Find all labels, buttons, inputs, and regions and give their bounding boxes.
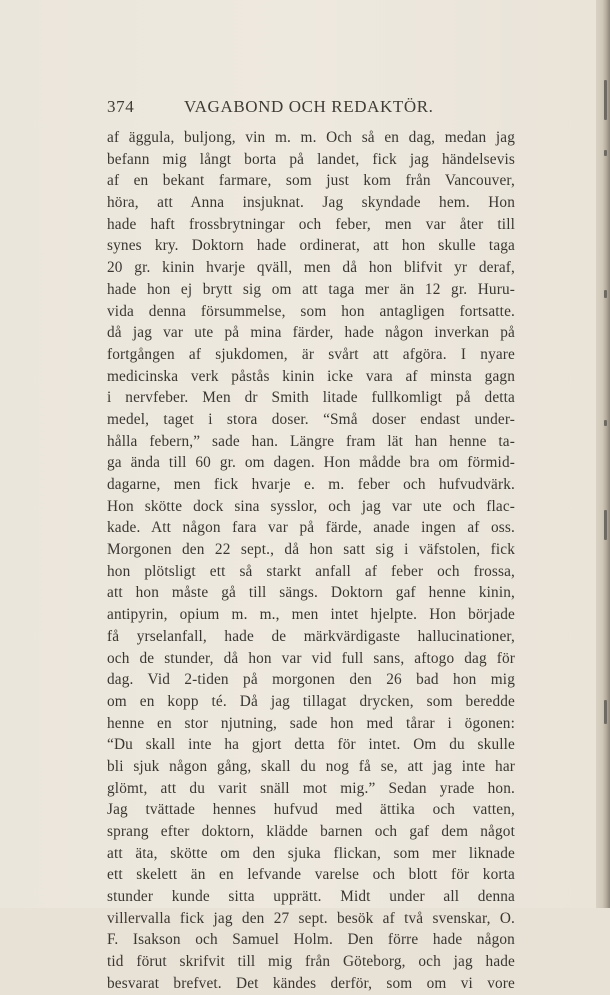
text-line: att äta, skötte om den sjuka flickan, som mer liknade [107,844,515,862]
text-line: medicinska verk påstås kinin icke vara af minsta gagn [107,367,515,385]
text-line: hade haft frossbrytningar och feber, men var åter till [107,215,515,233]
text-line: dagarne, men fick hvarje e. m. feber och hufvudvärk. [107,476,515,493]
text-line: villervalla fick jag den 27 sept. besök af två svenskar, O. [107,909,515,927]
page-header [107,97,517,121]
text-line: befann mig långt borta på landet, fick jag händelsevis [107,150,515,168]
text-line: hade hon ej brytt sig om att taga mer än 12 gr. Huru- [107,280,515,298]
text-line: Jag tvättade hennes hufvud med ättika och vatten, [107,801,515,819]
text-line: höra, att Anna insjuknat. Jag skyndade hem. Hon [107,194,515,212]
text-line: “Du skall inte ha gjort detta för intet. Om du skulle [107,736,515,754]
text-line: medel, taget i stora doser. “Små doser endast under- [107,410,515,428]
edge-mark [604,510,607,540]
text-line: bli sjuk någon gång, skall du nog få se, att jag inte har [107,757,515,775]
text-line: dag. Vid 2-tiden på morgonen den 26 bad hon mig [107,671,515,689]
text-line: i nervfeber. Men dr Smith litade fullkomligt på detta [107,389,515,407]
text-line: af en bekant farmare, som just kom från Vancouver, [107,172,515,190]
text-line: tid förut skrifvit till mig från Göteborg, och jag hade [107,953,515,971]
text-line: om en kopp té. Då jag tillagat drycken, som beredde [107,692,515,710]
text-line: Morgonen den 22 sept., då hon satt sig i väfstolen, fick [107,541,515,559]
text-line: ga ända till 60 gr. om dagen. Hon mådde bra om förmid- [107,454,515,472]
page-number: 374 [107,97,135,116]
text-line: då jag var ute på mina färder, hade någon inverkan på [107,324,515,342]
text-line: henne en stor njutning, sade hon med tårar i ögonen: [107,714,515,732]
text-line: antipyrin, opium m. m., men intet hjelpte. Hon började [107,606,515,624]
edge-mark [604,150,607,156]
text-line: sprang efter doktorn, klädde barnen och gaf dem något [107,823,515,840]
text-line: ett skelett än en lefvande varelse och blott för korta [107,866,515,884]
body-text [107,127,515,995]
text-line: stunder kunde sitta upprätt. Midt under all denna [107,888,515,906]
text-line: af äggula, buljong, vin m. m. Och så en dag, medan jag [107,129,515,146]
edge-mark [604,420,607,426]
text-line: få yrselanfall, hade de märkvärdigaste hallucinationer, [107,627,515,645]
text-line: Hon skötte dock sina sysslor, och jag var ute och flac- [107,497,515,515]
edge-mark [604,700,607,724]
text-line: kade. Att någon fara var på färde, anade ingen af oss. [107,519,515,537]
text-line: hon plötsligt ett så starkt anfall af feber och frossa, [107,562,515,580]
text-line: F. Isakson och Samuel Holm. Den förre hade någon [107,931,515,949]
edge-mark [604,290,607,298]
text-line: vida denna försummelse, som hon antagligen fortsatte. [107,302,515,320]
text-line: och de stunder, då hon var vid full sans, aftogo dag för [107,649,515,667]
text-line: fortgången af sjukdomen, är svårt att afgöra. I nyare [107,345,515,363]
text-line: hålla febern,” sade han. Längre fram lät han henne ta- [107,432,515,450]
text-line: att hon måste gå till sängs. Doktorn gaf henne kinin, [107,584,515,602]
text-line: synes kry. Doktorn hade ordinerat, att hon skulle taga [107,237,515,255]
text-line: glömt, att du varit snäll mot mig.” Sedan yrade hon. [107,779,515,797]
edge-mark [604,80,607,120]
page-edge [596,0,610,908]
text-line: 20 gr. kinin hvarje qväll, men då hon blifvit yr deraf, [107,259,515,277]
text-line: besvarat brefvet. Det kändes derför, som om vi vore [107,974,515,992]
running-title: VAGABOND OCH REDAKTÖR. [184,97,434,116]
